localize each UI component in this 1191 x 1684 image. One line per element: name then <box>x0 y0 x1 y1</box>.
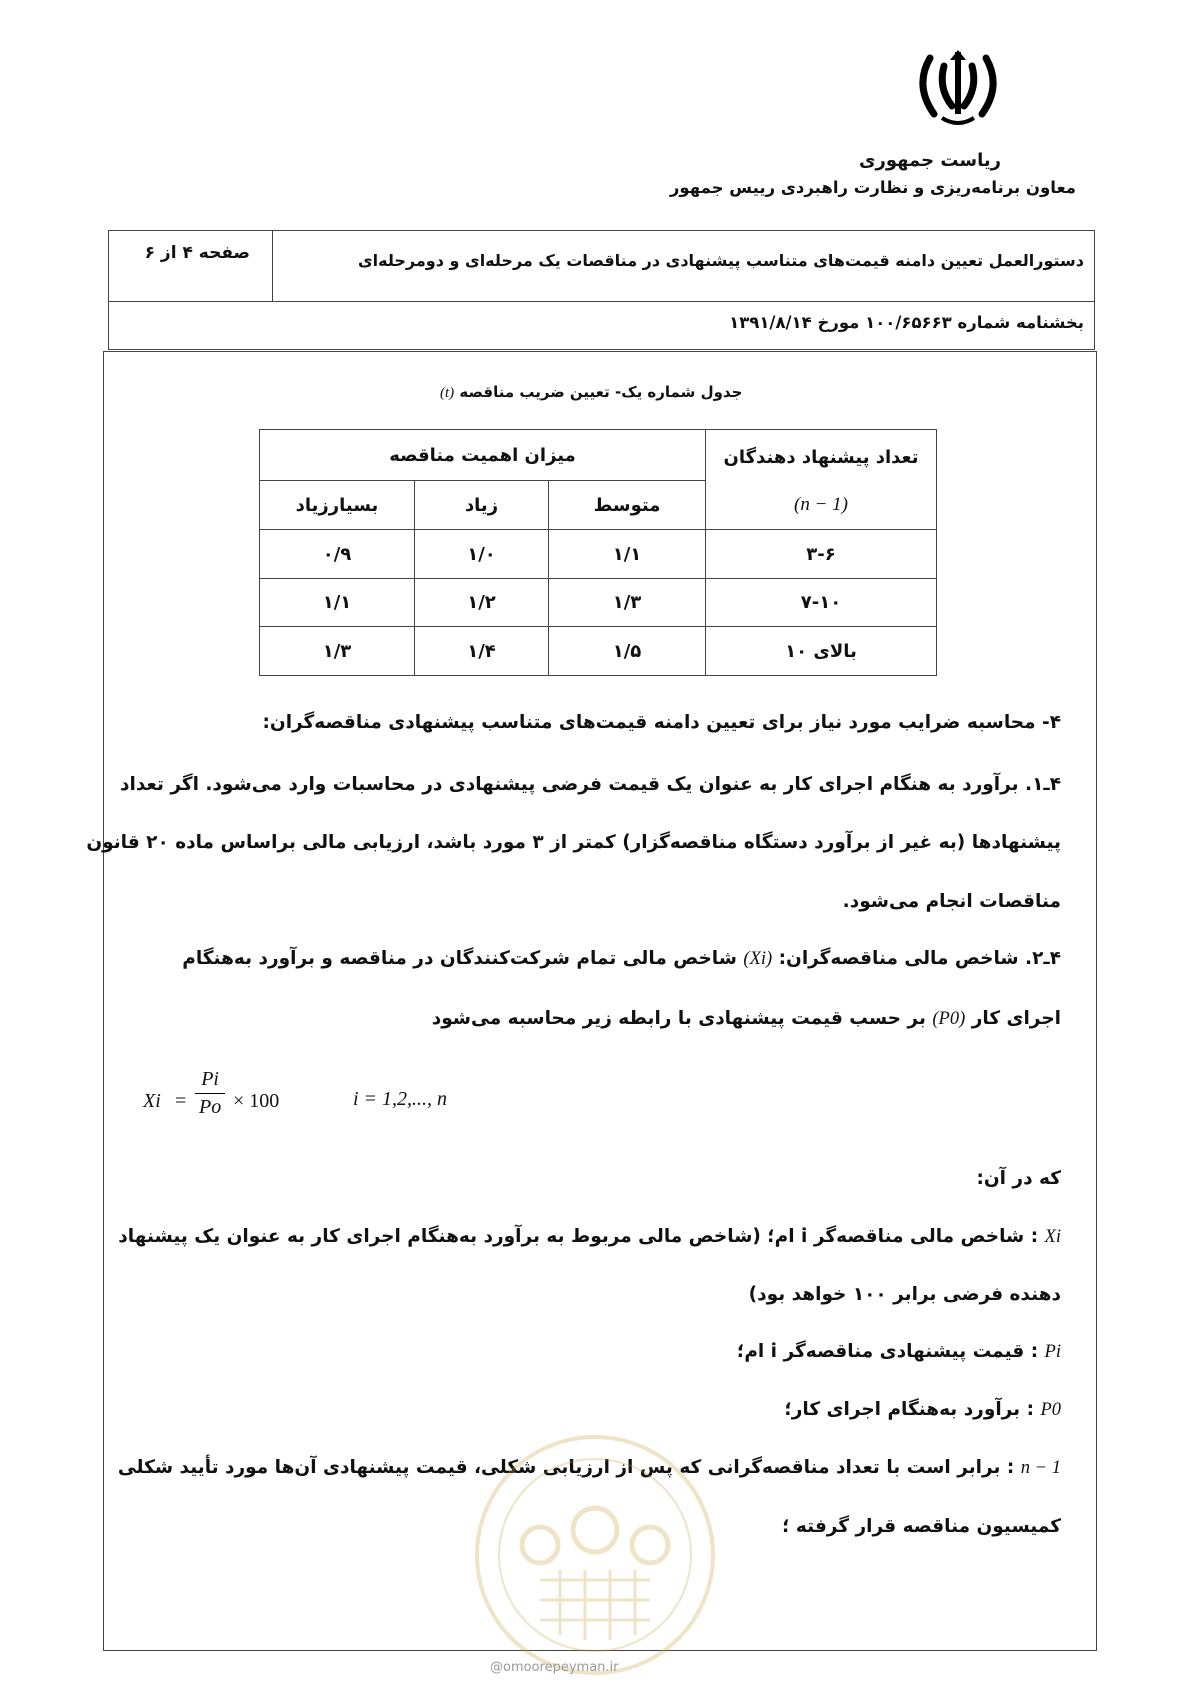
section-4-heading: ۴- محاسبه ضرایب مورد نیاز برای تعیین دامنه قیمت‌های متناسب پیشنهادی مناقصه‌گران: <box>262 712 1061 733</box>
header-dept: معاون برنامه‌ریزی و نظارت راهبردی رییس جمهور <box>669 178 1076 197</box>
definition-xi-line-1 <box>118 1226 1061 1248</box>
iran-emblem-icon <box>912 48 1004 128</box>
document-header-box <box>108 230 1095 350</box>
bidders-cell: ۷-۱۰ <box>706 579 937 627</box>
page-number: صفحه ۴ از ۶ <box>144 243 250 263</box>
value-cell: ۱/۱ <box>549 530 706 579</box>
definition-n-text: : برابر است با تعداد مناقصه‌گرانی که پس از ارزیابی شکلی، قیمت پیشنهادی آن‌ها مورد تأیید شکلی <box>117 1457 1015 1478</box>
definition-pi-var: Pi <box>1044 1342 1061 1362</box>
xi-inline-var: (Xi) <box>743 949 773 969</box>
value-cell: ۱/۲ <box>415 579 549 627</box>
table-row <box>260 530 937 579</box>
value-cell: ۱/۳ <box>549 579 706 627</box>
table-row <box>260 579 937 627</box>
definition-p0-var: P0 <box>1040 1400 1061 1420</box>
paragraph-4-2-line-2 <box>432 1008 1061 1030</box>
tender-coefficient-table <box>259 429 937 676</box>
bidders-header-cell <box>706 430 937 530</box>
table-caption-var: (t) <box>440 385 455 401</box>
header-org: ریاست جمهوری <box>859 150 1001 171</box>
table-header-row <box>260 430 937 481</box>
definition-p0-text: : برآورد به‌هنگام اجرای کار؛ <box>784 1399 1034 1420</box>
definition-xi-line-2: دهنده فرضی برابر ۱۰۰ خواهد بود) <box>748 1284 1061 1305</box>
paragraph-4-2-text-a: اجرای کار <box>971 1008 1061 1029</box>
value-cell: ۱/۰ <box>415 530 549 579</box>
formula-fraction <box>195 1068 225 1119</box>
watermark-seal-icon <box>470 1430 720 1680</box>
bidders-header: تعداد پیشنهاد دهندگان <box>723 447 919 468</box>
level-very-high-header: بسیارزیاد <box>260 481 415 530</box>
level-high-header: زیاد <box>415 481 549 530</box>
bidders-cell: بالای ۱۰ <box>706 627 937 676</box>
document-title-row <box>109 231 1094 302</box>
paragraph-4-2-text: شاخص مالی تمام شرکت‌کنندگان در مناقصه و برآورد به‌هنگام <box>182 948 737 969</box>
bidders-header-var: (n − 1) <box>794 494 848 515</box>
definition-n-var: n − 1 <box>1020 1458 1061 1478</box>
value-cell: ۱/۳ <box>260 627 415 676</box>
definition-pi <box>737 1341 1061 1363</box>
document-title: دستورالعمل تعیین دامنه قیمت‌های متناسب پیشنهادی در مناقصات یک مرحله‌ای و دومرحله‌ای <box>358 251 1084 270</box>
value-cell: ۱/۴ <box>415 627 549 676</box>
level-medium-header: متوسط <box>549 481 706 530</box>
table-caption-text: جدول شماره یک- تعیین ضریب مناقصه <box>459 383 743 401</box>
definition-pi-text: : قیمت پیشنهادی مناقصه‌گر i ام؛ <box>736 1341 1039 1362</box>
value-cell: ۰/۹ <box>260 530 415 579</box>
definitions-intro: که در آن: <box>976 1168 1061 1189</box>
circular-number: بخشنامه شماره ۱۰۰/۶۵۶۶۳ مورخ ۱۳۹۱/۸/۱۴ <box>729 313 1084 332</box>
paragraph-4-1-line-3: مناقصات انجام می‌شود. <box>842 891 1061 912</box>
formula-denominator: Po <box>199 1096 222 1118</box>
definition-xi-text: : شاخص مالی مناقصه‌گر i ام؛ (شاخص مالی مربوط به برآورد به‌هنگام اجرای کار به عنوان یک پیشنهاد <box>118 1226 1039 1247</box>
bidders-cell: ۳-۶ <box>706 530 937 579</box>
page-number-cell <box>109 231 273 301</box>
paragraph-4-1-line-2: پیشنهادها (به غیر از برآورد دستگاه مناقصه‌گزار) کمتر از ۳ مورد باشد، ارزیابی مالی براساس ماده ۲۰ قانون <box>86 832 1061 853</box>
p0-inline-var: (P0) <box>932 1009 966 1029</box>
formula-lhs: Xi <box>143 1090 161 1112</box>
watermark-text: @omoorepeyman.ir <box>490 1660 619 1675</box>
paragraph-4-2-text-b: بر حسب قیمت پیشنهادی با رابطه زیر محاسبه می‌شود <box>431 1008 926 1029</box>
value-cell: ۱/۱ <box>260 579 415 627</box>
financial-index-formula <box>143 1068 483 1148</box>
definition-n-line-2: کمیسیون مناقصه قرار گرفته ؛ <box>782 1516 1061 1537</box>
paragraph-4-2-line-1 <box>182 948 1061 970</box>
fraction-bar <box>195 1093 225 1094</box>
value-cell: ۱/۵ <box>549 627 706 676</box>
definition-xi-var: Xi <box>1044 1227 1061 1247</box>
formula-equals: = <box>175 1090 187 1112</box>
paragraph-4-2-label: ۴ـ۲. شاخص مالی مناقصه‌گران: <box>778 948 1061 969</box>
table-caption <box>440 383 742 402</box>
paragraph-4-1-line-1: ۴ـ۱. برآورد به هنگام اجرای کار به عنوان یک قیمت فرضی پیشنهادی در محاسبات وارد می‌شود. اگر تعداد <box>120 774 1061 795</box>
definition-p0 <box>784 1399 1061 1421</box>
table-row <box>260 627 937 676</box>
importance-header: میزان اهمیت مناقصه <box>260 430 706 481</box>
formula-numerator: Pi <box>201 1068 219 1090</box>
formula-index-range: i = 1,2,..., n <box>353 1088 448 1110</box>
formula-multiplier: × 100 <box>233 1090 280 1112</box>
